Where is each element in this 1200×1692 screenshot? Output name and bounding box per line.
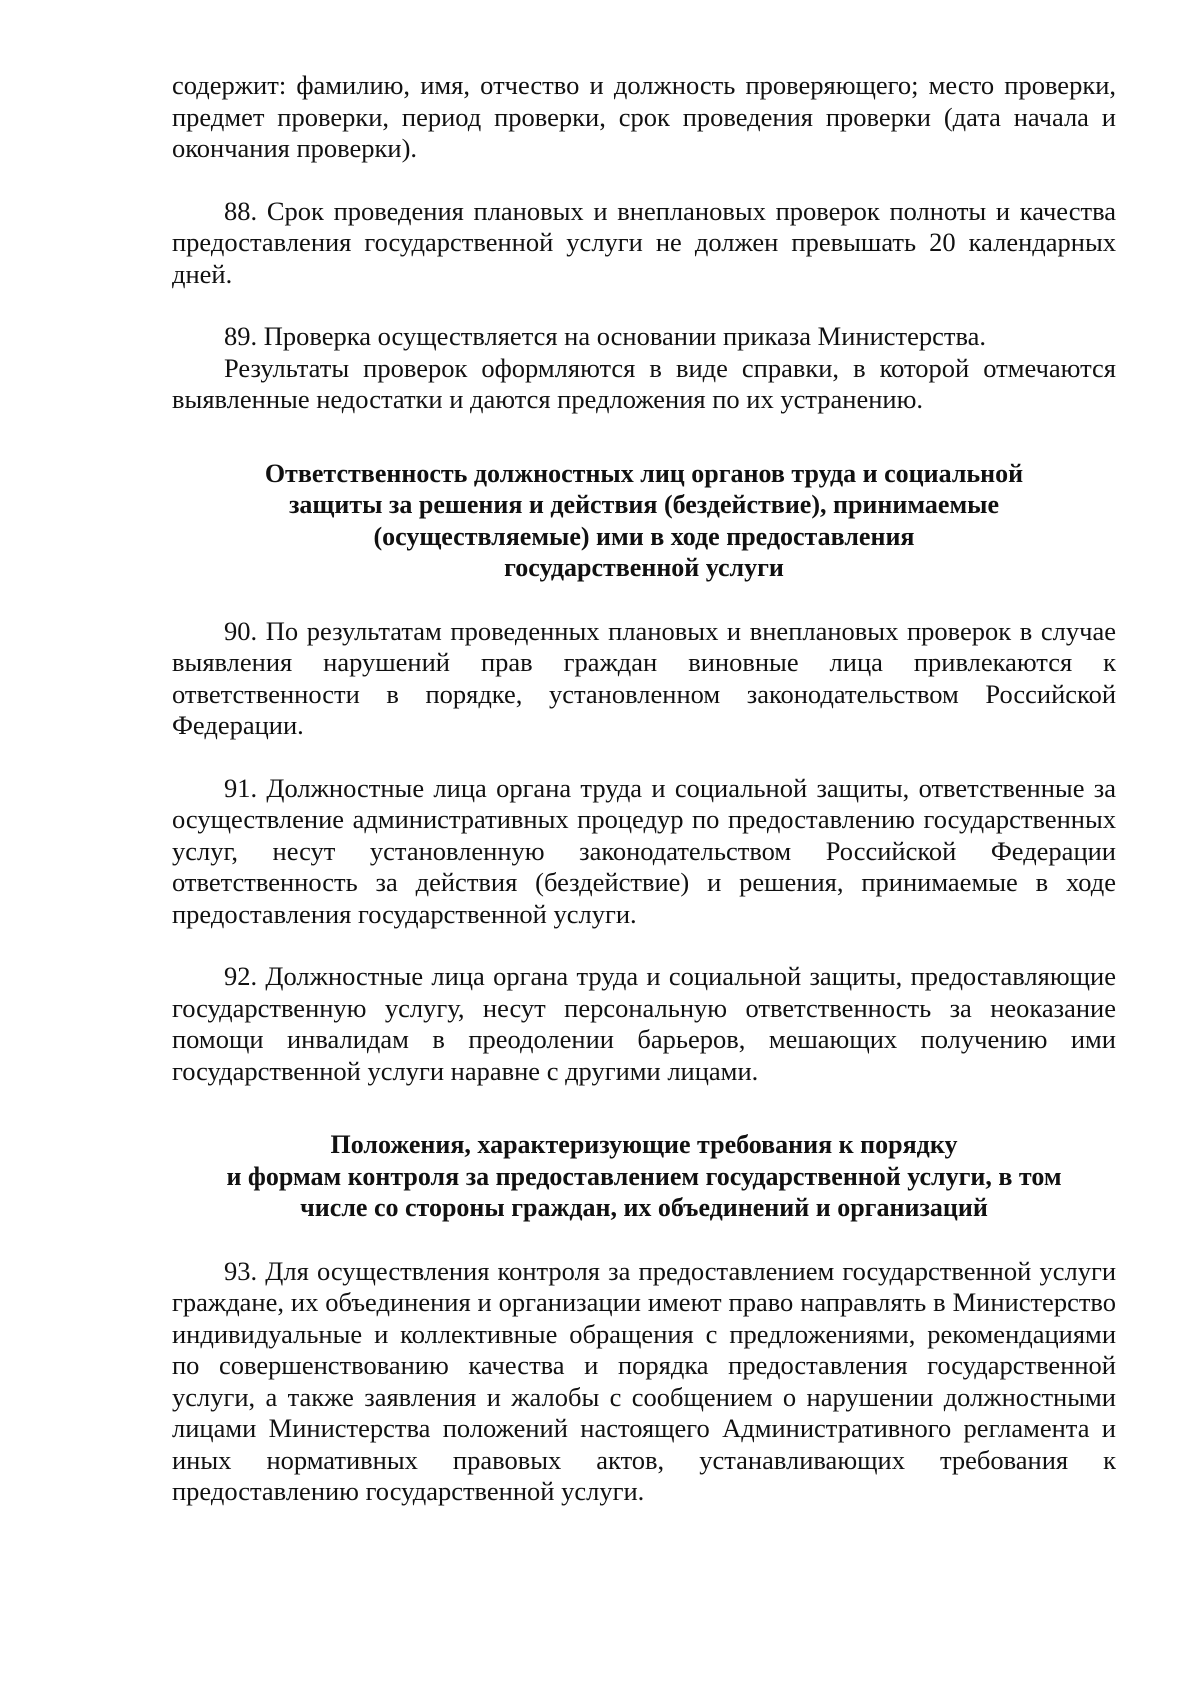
- heading-line: Положения, характеризующие требования к порядку: [330, 1130, 958, 1159]
- paragraph-89-second: Результаты проверок оформляются в виде справки, в которой отмечаются выявленные недостатки и даются предложения по их устранению.: [172, 352, 1116, 414]
- document-page: [172, 70, 1116, 1508]
- heading-line: Ответственность должностных лиц органов труда и социальной: [264, 458, 1024, 488]
- heading-line: защиты за решения и действия (бездействие), принимаемые: [288, 490, 999, 519]
- paragraph-89-first: 89. Проверка осуществляется на основании приказа Министерства.: [224, 321, 987, 351]
- paragraph-88: 88. Срок проведения плановых и внеплановых проверок полноты и качества предоставления государственной услуги не должен превышать 20 календарных дней.: [172, 195, 1116, 289]
- heading-line: и формам контроля за предоставлением государственной услуги, в том: [226, 1161, 1062, 1191]
- paragraph-91: 91. Должностные лица органа труда и социальной защиты, ответственные за осуществление административных процедур по предоставлению государственных услуг, несут установленную законодательством Российской Федерации ответственность за действия (бездействие) и решения, принимаемые в ходе предоставления государственной услуги.: [172, 772, 1116, 929]
- paragraph-90: 90. По результатам проведенных плановых и внеплановых проверок в случае выявления нарушений прав граждан виновные лица привлекаются к ответственности в порядке, установленном законодательством Российской Федерации.: [172, 615, 1116, 740]
- section-heading-control-forms: [172, 1129, 1116, 1224]
- heading-line: числе со стороны граждан, их объединений и организаций: [300, 1193, 988, 1222]
- section-heading-responsibility: [172, 458, 1116, 584]
- heading-line: (осуществляемые) ими в ходе предоставления: [373, 521, 915, 551]
- heading-line: государственной услуги: [504, 553, 784, 582]
- paragraph-93: 93. Для осуществления контроля за предоставлением государственной услуги граждане, их объединения и организации имеют право направлять в Министерство индивидуальные и коллективные обращения с предложениями, рекомендациями по совершенствованию качества и порядка предоставления государственной услуги, а также заявления и жалобы с сообщением о нарушении должностными лицами Министерства положений настоящего Административного регламента и иных нормативных правовых актов, устанавливающих требования к предоставлению государственной услуги.: [172, 1255, 1116, 1506]
- paragraph-92: 92. Должностные лица органа труда и социальной защиты, предоставляющие государственную услугу, несут персональную ответственность за неоказание помощи инвалидам в преодолении барьеров, мешающих получению ими государственной услуги наравне с другими лицами.: [172, 961, 1116, 1086]
- paragraph-continuation: содержит: фамилию, имя, отчество и должность проверяющего; место проверки, предмет проверки, период проверки, срок проведения проверки (дата начала и окончания проверки).: [172, 70, 1116, 163]
